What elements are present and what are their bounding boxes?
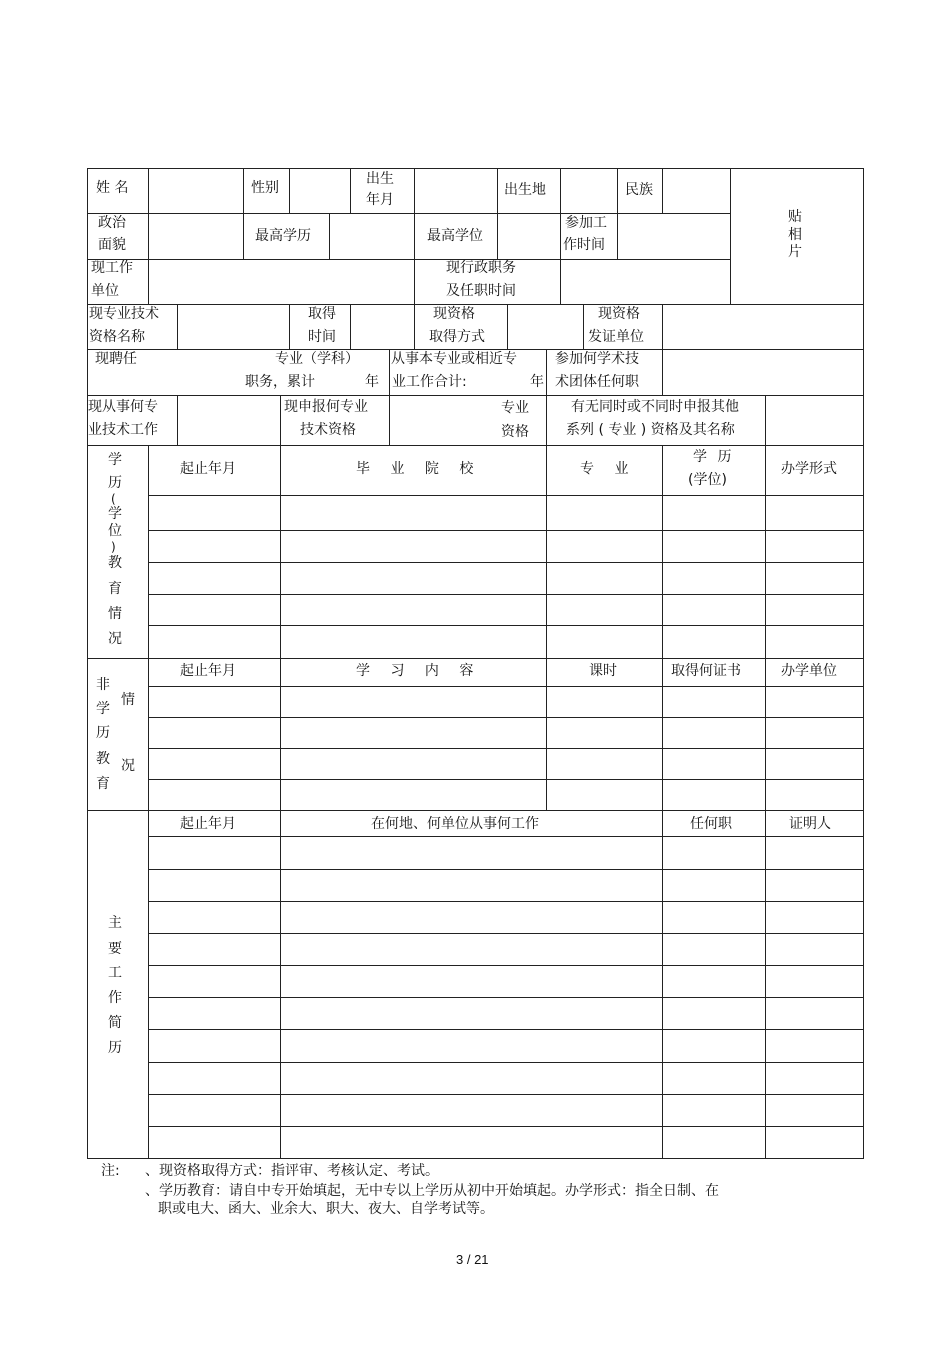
specialty-label-line1: 专业 bbox=[501, 400, 529, 416]
edu-header-school: 毕 业 院 校 bbox=[356, 461, 474, 477]
employ-label-4: 年 bbox=[365, 374, 379, 390]
edu-side-char: ( bbox=[111, 492, 116, 506]
unit-label-line2: 单位 bbox=[91, 283, 119, 299]
current-work-label-line1: 现从事何专 bbox=[88, 399, 158, 415]
nonedu-side-char: 历 bbox=[96, 725, 110, 741]
work-header-witness: 证明人 bbox=[789, 816, 831, 832]
notes-prefix: 注: bbox=[101, 1163, 120, 1179]
employ-label-3: 职务，累计 bbox=[245, 374, 315, 390]
work-side-char: 作 bbox=[108, 990, 122, 1006]
apply-label-line1: 现申报何专业 bbox=[284, 399, 368, 415]
edu-side-char: 教 bbox=[108, 555, 122, 571]
nonedu-side-char: 非 bbox=[96, 677, 110, 693]
political-label-line1: 政治 bbox=[98, 215, 126, 231]
admin-post-label-line2: 及任职时间 bbox=[446, 283, 516, 299]
birth-label-line1: 出生 bbox=[366, 171, 394, 187]
edu-side-char: 育 bbox=[108, 581, 122, 597]
photo-label-1: 贴 bbox=[788, 209, 802, 225]
work-side-char: 简 bbox=[108, 1015, 122, 1031]
employ-label-1: 现聘任 bbox=[95, 351, 137, 367]
obtain-method-label-line2: 取得方式 bbox=[429, 329, 485, 345]
issuer-label-line2: 发证单位 bbox=[588, 329, 644, 345]
obtain-method-label-line1: 现资格 bbox=[433, 306, 475, 322]
photo-label-3: 片 bbox=[788, 244, 802, 260]
society-label-line2: 术团体任何职 bbox=[555, 374, 639, 390]
work-side-char: 工 bbox=[108, 965, 122, 981]
ethnicity-label: 民族 bbox=[625, 182, 653, 198]
nonedu-side-char: 情 bbox=[121, 692, 135, 708]
nonedu-header-organizer: 办学单位 bbox=[781, 663, 837, 679]
photo-label-2: 相 bbox=[788, 227, 802, 243]
gender-label: 性别 bbox=[251, 180, 279, 196]
nonedu-side-char: 学 bbox=[96, 701, 110, 717]
admin-post-label-line1: 现行政职务 bbox=[446, 260, 516, 276]
tech-qual-label-line1: 现专业技术 bbox=[89, 306, 159, 322]
edu-header-major: 专 业 bbox=[580, 461, 629, 477]
edu-side-char: 历 bbox=[108, 475, 122, 491]
work-start-label-line2: 作时间 bbox=[563, 237, 605, 253]
obtain-time-label-line2: 时间 bbox=[308, 329, 336, 345]
edu-header-degree-line2: (学位) bbox=[688, 472, 727, 488]
edu-side-char: 学 bbox=[108, 506, 122, 522]
work-start-label-line1: 参加工 bbox=[565, 215, 607, 231]
edu-header-period: 起止年月 bbox=[180, 461, 236, 477]
notes-line-3: 职或电大、函大、业余大、职大、夜大、自学考试等。 bbox=[158, 1201, 494, 1217]
work-side-char: 历 bbox=[108, 1040, 122, 1056]
unit-label-line1: 现工作 bbox=[91, 260, 133, 276]
edu-side-char: 学 bbox=[108, 452, 122, 468]
work-side-char: 主 bbox=[108, 915, 122, 931]
work-header-post: 任何职 bbox=[690, 816, 732, 832]
current-work-label-line2: 业技术工作 bbox=[88, 422, 158, 438]
edu-header-degree-line1: 学 历 bbox=[693, 449, 732, 465]
nonedu-header-hours: 课时 bbox=[589, 663, 617, 679]
notes-line-2: 、学历教育：请自中专开始填起，无中专以上学历从初中开始填起。办学形式：指全日制、在 bbox=[145, 1183, 719, 1199]
page-number: 3 / 21 bbox=[456, 1252, 489, 1267]
birth-label-line2: 年月 bbox=[366, 192, 394, 208]
nonedu-side-char: 况 bbox=[121, 758, 135, 774]
political-label-line2: 面貌 bbox=[98, 237, 126, 253]
degree-label: 最高学位 bbox=[427, 228, 483, 244]
years-label-1: 从事本专业或相近专 bbox=[391, 351, 517, 367]
notes-line-1: 、现资格取得方式：指评审、考核认定、考试。 bbox=[145, 1163, 439, 1179]
issuer-label-line1: 现资格 bbox=[598, 306, 640, 322]
name-label: 姓 名 bbox=[96, 180, 129, 196]
other-series-label-line2: 系列 ( 专业 ) 资格及其名称 bbox=[566, 422, 735, 438]
society-label-line1: 参加何学术技 bbox=[555, 351, 639, 367]
years-label-2: 业工作合计: bbox=[392, 374, 467, 390]
edu-side-char: ) bbox=[111, 540, 116, 554]
nonedu-header-certificate: 取得何证书 bbox=[671, 663, 741, 679]
nonedu-side-char: 教 bbox=[96, 751, 110, 767]
obtain-time-label-line1: 取得 bbox=[308, 306, 336, 322]
birthplace-label: 出生地 bbox=[504, 182, 546, 198]
edu-side-char: 位 bbox=[108, 523, 122, 539]
specialty-label-line2: 资格 bbox=[501, 424, 529, 440]
work-header-period: 起止年月 bbox=[180, 816, 236, 832]
edu-side-char: 情 bbox=[108, 606, 122, 622]
nonedu-header-content: 学 习 内 容 bbox=[356, 663, 474, 679]
apply-label-line2: 技术资格 bbox=[300, 422, 356, 438]
tech-qual-label-line2: 资格名称 bbox=[89, 329, 145, 345]
work-side-char: 要 bbox=[108, 941, 122, 957]
education-label: 最高学历 bbox=[255, 228, 311, 244]
nonedu-side-char: 育 bbox=[96, 776, 110, 792]
edu-side-char: 况 bbox=[108, 631, 122, 647]
nonedu-header-period: 起止年月 bbox=[180, 663, 236, 679]
years-label-3: 年 bbox=[530, 374, 544, 390]
edu-header-mode: 办学形式 bbox=[781, 461, 837, 477]
work-header-place: 在何地、何单位从事何工作 bbox=[371, 816, 539, 832]
employ-label-2: 专业（学科） bbox=[275, 351, 359, 367]
other-series-label-line1: 有无同时或不同时申报其他 bbox=[571, 399, 739, 415]
